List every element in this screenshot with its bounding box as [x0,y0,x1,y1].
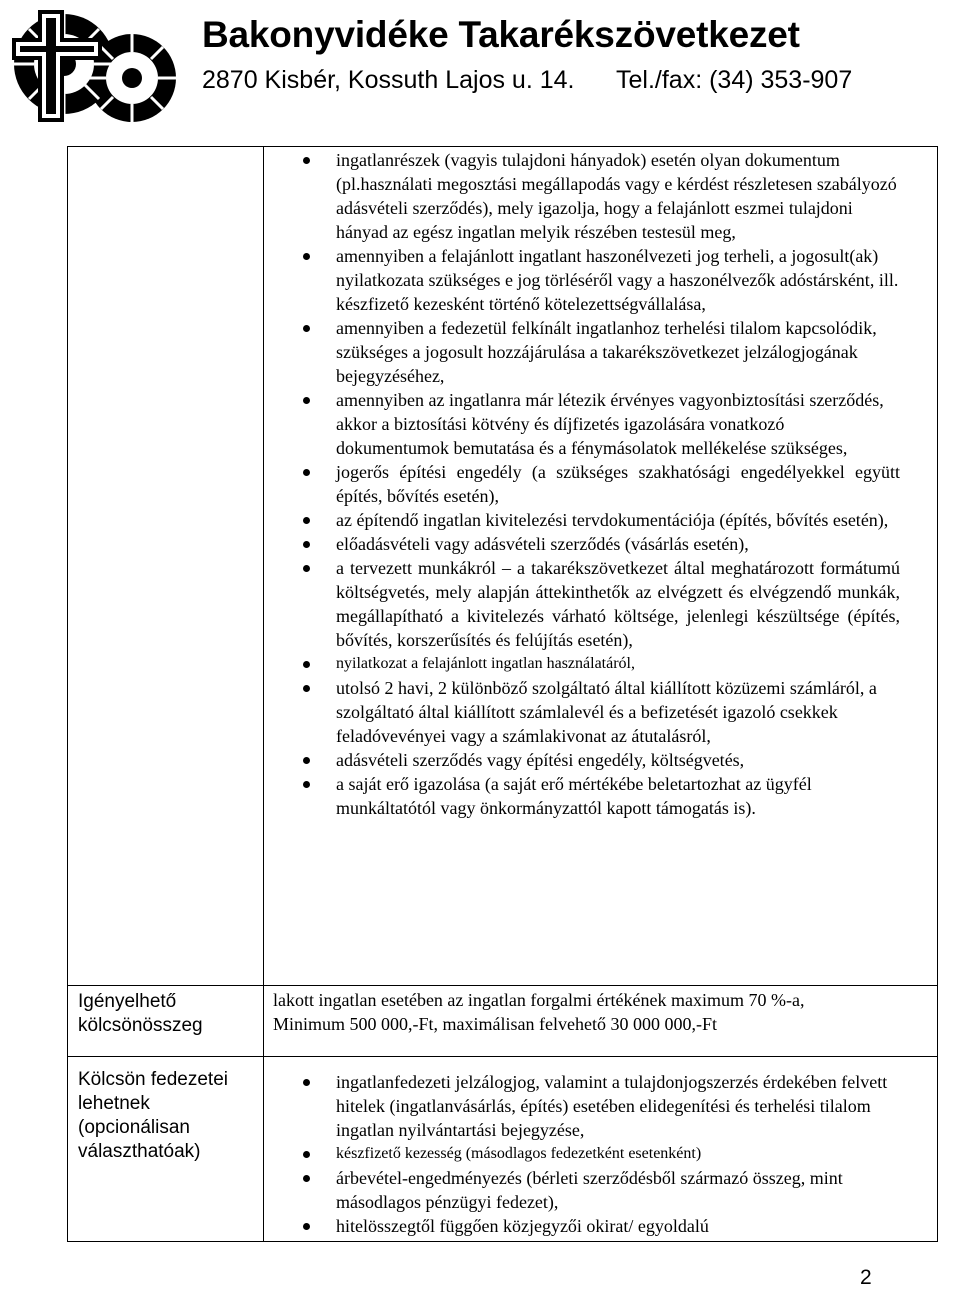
list-item: amennyiben a fedezetül felkínált ingatlanhoz terhelési tilalom kapcsolódik, szükséges a jogosult hozzájárulása a takarékszövetkezet jelzálogjogának bejegyzéséhez, [290,316,900,388]
table-row-divider [67,985,938,986]
list-item: készfizető kezesség (másodlagos fedezetként esetenként) [290,1142,900,1166]
loan-amount-label: Igényelhető kölcsönösszeg [78,991,203,1036]
list-item: amennyiben az ingatlanra már létezik érvényes vagyonbiztosítási szerződés, akkor a biztosítási kötvény és díjfizetés igazolására vonatkozó dokumentumok bemutatása és a fénymásolatok mellékelése szükséges, [290,388,900,460]
page-number: 2 [860,1266,872,1289]
list-item: utolsó 2 havi, 2 különböző szolgáltató által kiállított közüzemi számláról, a szolgáltató által kiállított számlalevél és a befizetését igazoló csekkek feladóvevényei vagy a számlakivonat az átutalásról, [290,676,900,748]
loan-amount-line: Minimum 500 000,-Ft, maximálisan felvehető 30 000 000,-Ft [273,1014,717,1034]
list-item: a tervezett munkákról – a takarékszövetkezet által meghatározott formátumú költségvetés, mely alapján áttekinthetők az elvégzett és elvégzendő munkák, megállapítható a kivitelezés várható költsége, jelenlegi készültsége (építés, bővítés, korszerűsítés és felújítás esetén), [290,556,900,652]
list-item: ingatlanfedezeti jelzálogjog, valamint a tulajdonjogszerzés érdekében felvett hitelek (ingatlanvásárlás, építés) esetében elidegenítési és terhelési tilalom ingatlan nyilvántartási bejegyzése, [290,1070,900,1142]
list-item: a saját erő igazolása (a saját erő mértékébe beletartozhat az ügyfél munkáltatótól vagy önkormányzattól kapott támogatás is). [290,772,900,820]
table-column-divider [263,146,264,1242]
list-item: amennyiben a felajánlott ingatlant haszonélvezeti jog terheli, a jogosult(ak) nyilatkozata szükséges e jog törléséről vagy a haszonélvezők adóstársként, ill. készfizető kezesként történő kötelezettségvállalása, [290,244,900,316]
list-item: adásvételi szerződés vagy építési engedély, költségvetés, [290,748,900,772]
bank-logo-icon [8,6,186,126]
loan-amount-line: lakott ingatlan esetében az ingatlan forgalmi értékének maximum 70 %-a, [273,990,805,1010]
list-item: árbevétel-engedményezés (bérleti szerződésből származó összeg, mint másodlagos pénzügyi fedezet), [290,1166,900,1214]
collateral-list [290,1070,900,1238]
list-item: előadásvételi vagy adásvételi szerződés (vásárlás esetén), [290,532,900,556]
loan-amount-value [273,988,923,1036]
list-item: ingatlanrészek (vagyis tulajdoni hányadok) esetén olyan dokumentum (pl.használati megosztási megállapodás vagy e kérdést részletesen szabályozó adásvételi szerződés), mely igazolja, hogy a felajánlott eszmei tulajdoni hányad az egész ingatlan melyik részében testesül meg, [290,148,900,244]
company-address: 2870 Kisbér, Kossuth Lajos u. 14. [202,66,575,94]
collateral-label: Kölcsön fedezetei lehetnek (opcionálisan választhatóak) [78,1069,228,1162]
list-item: jogerős építési engedély (a szükséges szakhatósági engedélyekkel együtt építés, bővítés esetén), [290,460,900,508]
required-documents-list [290,148,900,820]
list-item: az építendő ingatlan kivitelezési tervdokumentációja (építés, bővítés esetén), [290,508,900,532]
list-item: nyilatkozat a felajánlott ingatlan használatáról, [290,652,900,676]
list-item: hitelösszegtől függően közjegyzői okirat/ egyoldalú [290,1214,900,1238]
company-phone: Tel./fax: (34) 353-907 [616,66,853,94]
company-name: Bakonyvidéke Takarékszövetkezet [202,14,800,55]
table-row-divider [67,1056,938,1057]
